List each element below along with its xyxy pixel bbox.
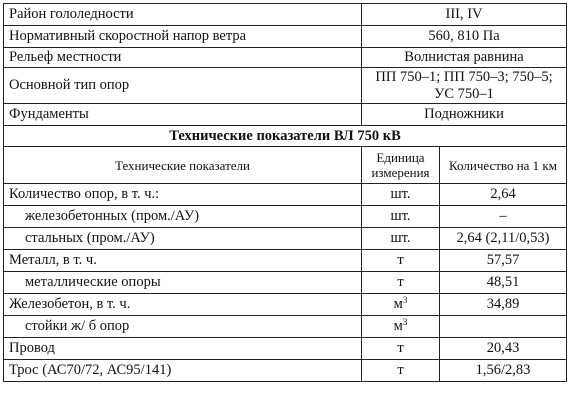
general-row <box>4 4 567 26</box>
column-header-row <box>4 147 567 184</box>
general-label: Нормативный скоростной напор ветра <box>4 26 362 48</box>
table-row <box>4 250 567 272</box>
indicator-unit: т <box>362 338 440 360</box>
indicator-quantity: 20,43 <box>440 338 567 360</box>
column-header-indicator: Технические показатели <box>4 147 362 184</box>
general-value: ПП 750–1; ПП 750–3; 750–5; УС 750–1 <box>362 68 567 104</box>
general-value: Подножники <box>362 104 567 126</box>
table-row <box>4 294 567 316</box>
indicator-unit: шт. <box>362 228 440 250</box>
indicator-unit: шт. <box>362 184 440 206</box>
general-value: III, IV <box>362 4 567 26</box>
general-row <box>4 48 567 68</box>
table-row <box>4 206 567 228</box>
indicator-quantity: 1,56/2,83 <box>440 360 567 382</box>
indicator-name: железобетонных (пром./АУ) <box>4 206 362 228</box>
indicator-quantity <box>440 316 567 338</box>
indicator-name: стальных (пром./АУ) <box>4 228 362 250</box>
indicator-quantity: 2,64 (2,11/0,53) <box>440 228 567 250</box>
general-label: Основной тип опор <box>4 68 362 104</box>
indicator-quantity: 57,57 <box>440 250 567 272</box>
indicator-unit: т <box>362 360 440 382</box>
general-value: Волнистая равнина <box>362 48 567 68</box>
power-line-specification-table <box>3 3 567 382</box>
document-page <box>3 3 566 382</box>
indicator-name: Провод <box>4 338 362 360</box>
column-header-unit: Единица измерения <box>362 147 440 184</box>
table-row <box>4 184 567 206</box>
table-row <box>4 360 567 382</box>
column-header-quantity: Количество на 1 км <box>440 147 567 184</box>
indicator-unit: шт. <box>362 206 440 228</box>
indicator-quantity: 34,89 <box>440 294 567 316</box>
general-row <box>4 104 567 126</box>
table-row <box>4 272 567 294</box>
indicator-quantity: 48,51 <box>440 272 567 294</box>
indicator-name: Трос (АС70/72, АС95/141) <box>4 360 362 382</box>
table-row <box>4 316 567 338</box>
section-title-row <box>4 126 567 147</box>
general-row <box>4 26 567 48</box>
table-row <box>4 338 567 360</box>
indicator-unit: $м^3$ <box>362 316 440 338</box>
general-row <box>4 68 567 104</box>
table-row <box>4 228 567 250</box>
section-title: Технические показатели ВЛ 750 кВ <box>4 126 567 147</box>
indicator-unit: т <box>362 272 440 294</box>
indicator-name: Количество опор, в т. ч.: <box>4 184 362 206</box>
indicator-quantity: 2,64 <box>440 184 567 206</box>
general-label: Рельеф местности <box>4 48 362 68</box>
indicator-name: Железобетон, в т. ч. <box>4 294 362 316</box>
indicator-unit: $м^3$ <box>362 294 440 316</box>
indicator-name: Металл, в т. ч. <box>4 250 362 272</box>
indicator-name: металлические опоры <box>4 272 362 294</box>
general-value: 560, 810 Па <box>362 26 567 48</box>
indicator-unit: т <box>362 250 440 272</box>
indicator-quantity: – <box>440 206 567 228</box>
indicator-name: стойки ж/ б опор <box>4 316 362 338</box>
general-label: Фундаменты <box>4 104 362 126</box>
general-label: Район гололедности <box>4 4 362 26</box>
